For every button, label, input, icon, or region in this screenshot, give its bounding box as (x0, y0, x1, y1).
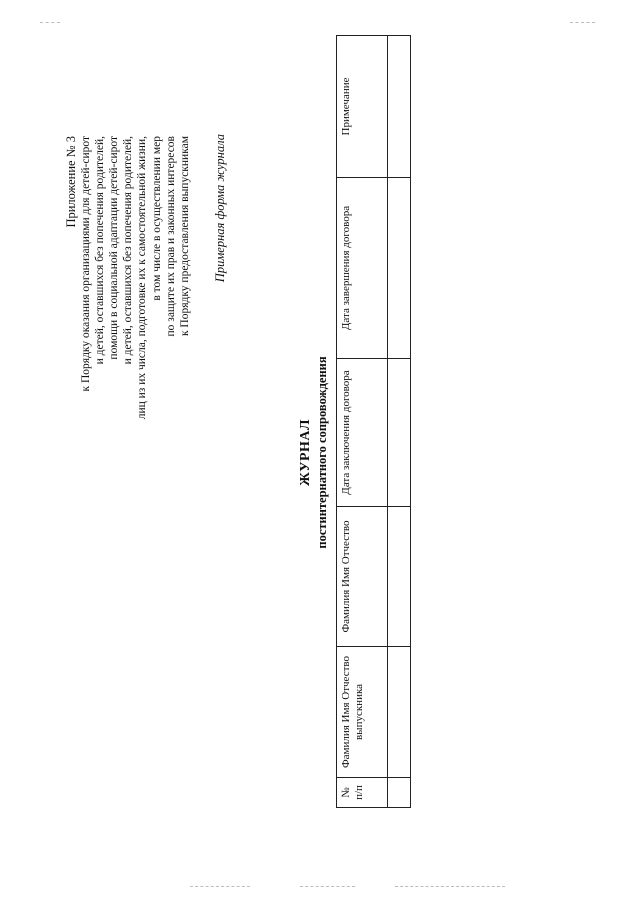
appendix-line: к Порядку оказания организациями для детей-сирот (80, 136, 93, 392)
appendix-heading: Приложение № 3 (64, 136, 78, 228)
header-note: Примечание (337, 36, 388, 178)
scan-artifact (395, 886, 505, 887)
appendix-line: в том числе в осуществлении мер (150, 136, 163, 301)
scan-artifact (40, 22, 60, 23)
form-note: Примерная форма журнала (213, 134, 227, 283)
header-contract-start: Дата заключения договора (337, 359, 388, 507)
appendix-line: и детей, оставшихся без попечения родителей, (94, 136, 107, 365)
table-cell (388, 178, 411, 359)
header-number: № п/п (337, 778, 388, 808)
appendix-line: помощи в социальной адаптации детей-сирот (108, 136, 121, 360)
appendix-line: к Порядку предоставления выпускникам (178, 136, 191, 337)
table-row (388, 36, 411, 808)
table-cell (388, 507, 411, 647)
scan-artifact (300, 886, 355, 887)
table-cell (388, 359, 411, 507)
document-subtitle: постинтернатного сопровождения (315, 356, 329, 549)
appendix-line: по защите их прав и законных интересов (164, 136, 177, 337)
document-title: ЖУРНАЛ (298, 419, 313, 486)
appendix-line: и детей, оставшихся без попечения родителей, (122, 136, 135, 365)
scan-artifact (190, 886, 250, 887)
table-cell (388, 778, 411, 808)
header-contract-end: Дата завершения договора (337, 178, 388, 359)
table-header-row (337, 36, 388, 808)
appendix-block (64, 136, 192, 696)
header-full-name: Фамилия Имя Отчество (337, 507, 388, 647)
appendix-line: лиц из их числа, подготовке их к самостоятельной жизни, (136, 136, 149, 420)
header-graduate-name: Фамилия Имя Отчество выпускника (337, 647, 388, 778)
table-cell (388, 647, 411, 778)
journal-table (336, 35, 411, 808)
scan-artifact (570, 22, 595, 23)
table-cell (388, 36, 411, 178)
